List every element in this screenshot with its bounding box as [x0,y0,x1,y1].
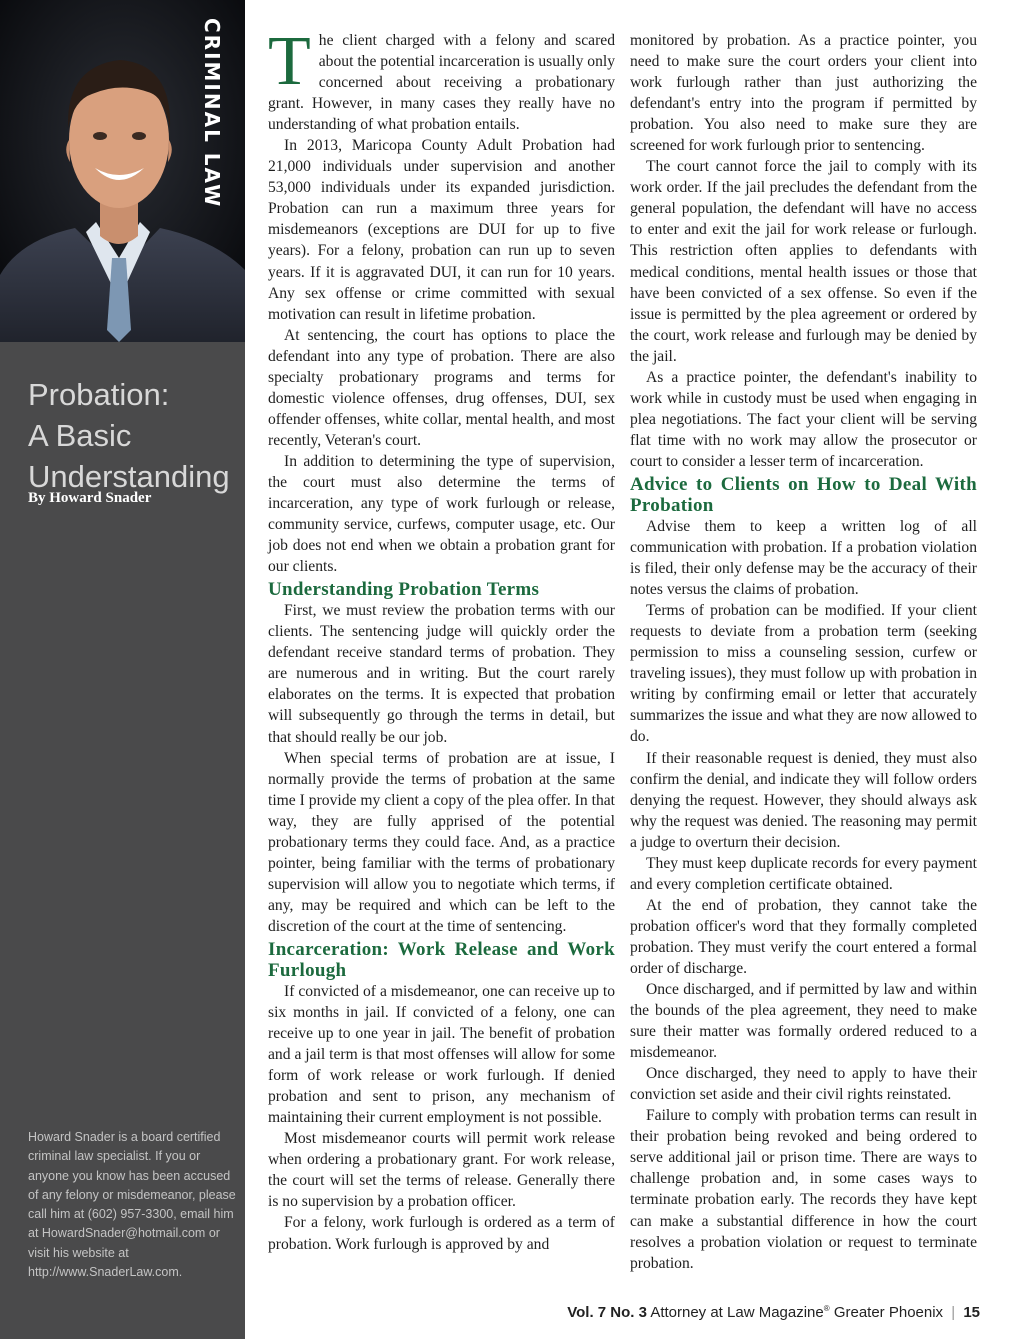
title-line: Probation: [28,376,170,412]
paragraph: Once discharged, they need to apply to have their conviction set aside and their civil rights reinstated. [630,1065,977,1104]
section-heading: Understanding Probation Terms [268,579,540,601]
paragraph: monitored by probation. As a practice pointer, you need to make sure the court orders your client into work furlough rather than just authorizing the defendant's entry into the program if permitted by probation. You also need to make sure they are screened for work furlough prior to sentencing. [630,32,977,155]
paragraph: Advise them to keep a written log of all communication with probation. If a probation violation is filed, their only defense may be the accuracy of their notes versus the claims of probation. [630,517,977,599]
issue-number: Vol. 7 No. 3 [567,1304,647,1321]
page-footer [567,1304,980,1321]
article-column-2 [630,30,977,1274]
byline: By Howard Snader [28,490,152,506]
paragraph: At sentencing, the court has options to place the defendant into any type of probation. There are also specialty probationary programs and terms for domestic violence offenses, drug offenses, DUI, sex offender offenses, white collar, mental health, and most recently, Veteran's court. [268,326,615,449]
paragraph: When special terms of probation are at issue, I normally provide the terms of probation at the same time I provide my client a copy of the plea offer. In that way, they are fully apprised of the potential probationary terms they could face. And, as a practice pointer, being familiar with the terms of probationary supervision will allow you to negotiate which terms, if any, may be required and which can be left to the discretion of the court at the time of sentencing. [268,749,615,935]
paragraph: For a felony, work furlough is ordered as a term of probation. Work furlough is approved by and [268,1214,615,1253]
title-line: A Basic [28,417,132,453]
paragraph-text: he client charged with a felony and scared about the potential incarceration is usually only concerned about receiving a probationary grant. However, in many cases they really have no understanding of what probation entails. [268,32,615,134]
paragraph: As a practice pointer, the defendant's inability to work while in custody must be used when engaging in plea negotiations. The fact your client will be serving flat time with no work may allow the prosecutor or court to consider a lesser term of incarceration. [630,368,977,470]
paragraph: Failure to comply with probation terms can result in their probation being revoked and being ordered to serve additional jail or prison time. There are ways to challenge probation and, in some cases ways to terminate probation early. The records they have kept can make a substantial difference in how the court resolves a probation violation or request to terminate probation. [630,1107,977,1272]
section-heading: Advice to Clients on How to Deal With Probation [630,473,977,516]
paragraph [268,23,615,135]
paragraph: Most misdemeanor courts will permit work release when ordering a probationary grant. For work release, the court will set the terms of release. Generally there is no supervision by a probation officer. [268,1130,615,1211]
footer-divider: | [951,1304,956,1321]
paragraph: The court cannot force the jail to comply with its work order. If the jail precludes the defendant from the general population, the defendant will have no access to enter and exit the jail for work release or furlough. This restriction often applies to defendants with medical conditions, mental health issues or those that have been convicted of a sex offense. So even if the issue is permitted by the plea agreement or ordered by the court, work release and furlough may be denied by the jail. [630,158,977,365]
article-title [28,374,238,497]
paragraph: If convicted of a misdemeanor, one can receive up to six months in jail. If convicted of a felony, one can receive up to one year in jail. The benefit of probation and a jail term is that most offenses will allow for some form of work release or work furlough. If denied probation and sent to prison, any mechanism of maintaining their current employment is not possible. [268,982,615,1127]
paragraph: In 2013, Maricopa County Adult Probation had 21,000 individuals under supervision and another 53,000 individuals under its expanded jurisdiction. Probation can run a maximum three years for misdemeanors (exceptions are DUI for up to five years). For a felony, probation can run up to seven years. If it is aggravated DUI, it can run for 10 years. Any sex offense or crime committed with sexual motivation can result in lifetime probation. [268,137,615,323]
paragraph: First, we must review the probation terms with our clients. The sentencing judge will quickly order the defendant receive standard terms of probation. They are numerous and in writing. But the court rarely elaborates on the terms. It is expected that probation will subsequently go through the terms in detail, but that should really be our job. [268,602,615,746]
paragraph: In addition to determining the type of supervision, the court must also determine the terms of incarceration, any type of work furlough or release, community service, curfews, computer usage, etc. Our job does not end when we obtain a probation grant for our clients. [268,452,615,576]
paragraph: They must keep duplicate records for every payment and every completion certificate obtained. [630,854,977,893]
paragraph: At the end of probation, they cannot take the probation officer's word that they formally completed probation. They must verify the court entered a formal order of discharge. [630,896,977,977]
paragraph: If their reasonable request is denied, they must also confirm the denial, and indicate they will follow orders denying the request. However, they should always ask why the request was denied. The reasoning may permit a judge to overturn their decision. [630,749,977,851]
paragraph: Once discharged, and if permitted by law and within the bounds of the plea agreement, they need to make sure their matter was formally ordered reduced to a misdemeanor. [630,981,977,1062]
registered-mark: ® [823,1304,830,1313]
section-label: CRIMINAL LAW [200,18,224,209]
drop-cap: T [268,23,311,100]
author-bio: Howard Snader is a board certified criminal law specialist. If you or anyone you know has been accused of any felony or misdemeanor, please call him at (602) 957-3300, email him at HowardSnader@hotmail.com or visit his website at http://www.SnaderLaw.com. [28,1130,236,1280]
paragraph: Terms of probation can be modified. If your client requests to deviate from a probation term (seeking permission to miss a counseling session, curfew or traveling issues), they must follow up with probation in writing by confirming email or letter that accurately summarizes the issue and what they are now allowed to do. [630,602,977,746]
page-number: 15 [963,1304,980,1321]
magazine-name: Attorney at Law Magazine [650,1304,824,1321]
title-line: Understanding [28,458,230,494]
sidebar [0,0,245,1339]
edition-name: Greater Phoenix [833,1304,944,1321]
article-column-1 [268,23,615,1255]
section-heading: Incarceration: Work Release and Work Furlough [268,938,615,981]
